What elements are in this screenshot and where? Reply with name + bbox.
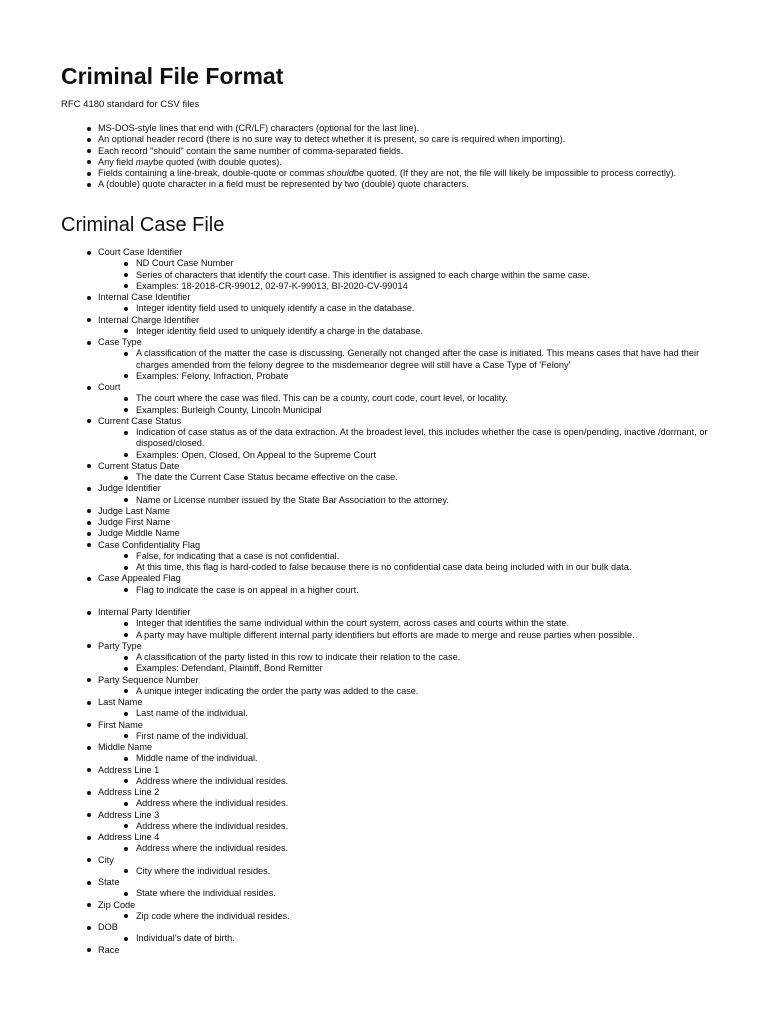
field-note: Examples: Burleigh County, Lincoln Municipal xyxy=(136,405,708,416)
field-name: Address Line 3 xyxy=(98,809,160,820)
field-name: Case Appealed Flag xyxy=(98,573,181,584)
rule-text: Fields containing a line-break, double-quote or commas xyxy=(98,168,327,178)
field-item xyxy=(98,810,708,833)
field-item xyxy=(98,765,708,788)
field-name: Judge Identifier xyxy=(98,483,161,494)
field-item xyxy=(98,506,708,517)
field-name: Court xyxy=(98,382,121,392)
field-item xyxy=(98,641,708,675)
field-item xyxy=(98,922,708,945)
field-note: Address where the individual resides. xyxy=(136,843,708,854)
field-note: A party may have multiple different internal party identifiers but efforts are made to merge and reuse parties when possible. xyxy=(136,630,708,641)
field-name: Race xyxy=(98,944,120,955)
field-notes-list xyxy=(98,731,708,742)
field-note: First name of the individual. xyxy=(136,731,708,742)
field-item xyxy=(98,461,708,484)
field-item xyxy=(98,720,708,743)
field-note: Integer that identifies the same individual within the court system, across cases and courts within the state. xyxy=(136,618,708,629)
field-item xyxy=(98,877,708,900)
rfc-rule-item xyxy=(98,168,708,179)
field-name: City xyxy=(98,854,114,865)
field-note: At this time, this flag is hard-coded to false because there is no confidential case data being included with in our bulk data. xyxy=(136,562,708,573)
field-name: Case Confidentiality Flag xyxy=(98,539,201,550)
field-note: Examples: Defendant, Plaintiff, Bond Remitter xyxy=(136,663,708,674)
field-item xyxy=(98,787,708,810)
field-item xyxy=(98,900,708,923)
field-name: First Name xyxy=(98,719,143,730)
field-note: Address where the individual resides. xyxy=(136,776,708,787)
field-name: Party Type xyxy=(98,640,142,651)
field-item xyxy=(98,315,708,338)
field-item xyxy=(98,528,708,539)
field-name: Party Sequence Number xyxy=(98,674,199,685)
field-note: Address where the individual resides. xyxy=(136,798,708,809)
field-name: State xyxy=(98,877,120,887)
field-notes-list xyxy=(98,303,708,314)
field-notes-list xyxy=(98,393,708,416)
field-notes-list xyxy=(98,888,708,899)
field-item xyxy=(98,292,708,315)
field-name: Middle Name xyxy=(98,742,153,752)
field-item xyxy=(98,382,708,416)
field-note: Name or License number issued by the State Bar Association to the attorney. xyxy=(136,495,708,506)
field-item xyxy=(98,945,708,956)
field-name: Last Name xyxy=(98,697,143,707)
field-notes-list xyxy=(98,933,708,944)
field-notes-list xyxy=(98,708,708,719)
field-note: Flag to indicate the case is on appeal in a higher court. xyxy=(136,585,708,596)
field-notes-list xyxy=(98,326,708,337)
field-item xyxy=(98,832,708,855)
field-notes-list xyxy=(98,911,708,922)
field-notes-list xyxy=(98,348,708,382)
field-note: City where the individual resides. xyxy=(136,866,708,877)
rfc-rule-item: Each record "should" contain the same number of comma-separated fields. xyxy=(98,146,708,157)
field-notes-list xyxy=(98,258,708,292)
field-note: False, for indicating that a case is not confidential. xyxy=(136,551,708,562)
field-note: ND Court Case Number xyxy=(136,258,708,269)
field-item xyxy=(98,517,708,528)
field-note: Last name of the individual. xyxy=(136,708,708,719)
field-item xyxy=(98,337,708,382)
section-title: Criminal Case File xyxy=(61,214,225,236)
field-note: State where the individual resides. xyxy=(136,888,708,899)
field-item xyxy=(98,416,708,461)
rfc-rule-item: A (double) quote character in a field must be represented by two (double) quote characters. xyxy=(98,179,708,190)
field-note: Integer identity field used to uniquely identify a charge in the database. xyxy=(136,326,708,337)
field-notes-list xyxy=(98,866,708,877)
field-name: Case Type xyxy=(98,337,142,347)
field-note: A unique integer indicating the order the party was added to the case. xyxy=(136,686,708,697)
rule-emphasis: may xyxy=(135,156,154,167)
field-name: Address Line 1 xyxy=(98,764,160,775)
rule-text: Any field xyxy=(98,156,136,167)
field-name: Internal Party Identifier xyxy=(98,607,191,617)
field-name: Internal Case Identifier xyxy=(98,292,191,302)
field-name: Judge Last Name xyxy=(98,505,171,516)
rfc-rule-item: MS-DOS-style lines that end with (CR/LF) characters (optional for the last line). xyxy=(98,123,708,134)
field-note: A classification of the matter the case is discussing. Generally not changed after the case is initiated. This means cases that have had their charges amended from the felony degree to the misdemeanor degree will still have a Case Type of 'Felony' xyxy=(136,348,708,371)
field-notes-list xyxy=(98,495,708,506)
field-notes-list xyxy=(98,585,708,596)
field-notes-list xyxy=(98,753,708,764)
field-name: Internal Charge Identifier xyxy=(98,314,200,325)
rfc-rule-item xyxy=(98,157,708,168)
field-notes-list xyxy=(98,843,708,854)
field-item xyxy=(98,697,708,720)
page-title: Criminal File Format xyxy=(61,63,284,89)
field-item xyxy=(98,483,708,506)
field-name: Address Line 2 xyxy=(98,787,160,797)
field-item xyxy=(98,573,708,596)
field-name: Zip Code xyxy=(98,899,136,910)
field-item xyxy=(98,607,708,641)
field-note: Examples: Felony, Infraction, Probate xyxy=(136,371,708,382)
field-notes-list xyxy=(98,798,708,809)
field-note: Examples: 18-2018-CR-99012, 02-97-K-99013, BI-2020-CV-99014 xyxy=(136,281,708,292)
field-note: Address where the individual resides. xyxy=(136,821,708,832)
field-note: Indication of case status as of the data extraction. At the broadest level, this includes whether the case is open/pending, inactive /dormant, or disposed/closed. xyxy=(136,427,708,449)
field-note: Examples: Open, Closed, On Appeal to the Supreme Court xyxy=(136,450,708,461)
field-item xyxy=(98,742,708,765)
field-notes-list xyxy=(98,472,708,483)
field-note: Zip code where the individual resides. xyxy=(136,911,708,922)
field-notes-list xyxy=(98,821,708,832)
field-note: The court where the case was filed. This can be a county, court code, court level, or locality. xyxy=(136,393,708,404)
field-name: Judge First Name xyxy=(98,517,171,527)
field-name: Court Case Identifier xyxy=(98,247,183,257)
rule-text: be quoted. (If they are not, the file will likely be impossible to process correctly). xyxy=(353,168,677,178)
field-name: Current Case Status xyxy=(98,415,182,426)
field-note: A classification of the party listed in this row to indicate their relation to the case. xyxy=(136,652,708,663)
field-definitions-list xyxy=(98,247,708,956)
field-item xyxy=(98,540,708,574)
rule-emphasis: should xyxy=(326,168,354,178)
field-note: Individual's date of birth. xyxy=(136,933,708,944)
field-item xyxy=(98,675,708,698)
field-notes-list xyxy=(98,427,708,461)
field-name: DOB xyxy=(98,922,118,932)
field-notes-list xyxy=(98,551,708,574)
field-notes-list xyxy=(98,776,708,787)
page-subtitle: RFC 4180 standard for CSV files xyxy=(61,99,200,110)
field-name: Address Line 4 xyxy=(98,832,160,842)
field-notes-list xyxy=(98,618,708,641)
field-item xyxy=(98,855,708,878)
field-note: The date the Current Case Status became effective on the case. xyxy=(136,472,708,483)
field-item xyxy=(98,247,708,292)
rfc-rule-item: An optional header record (there is no sure way to detect whether it is present, so care is required when importing). xyxy=(98,134,708,145)
field-note: Middle name of the individual. xyxy=(136,753,708,764)
field-name: Current Status Date xyxy=(98,460,180,471)
field-name: Judge Middle Name xyxy=(98,528,180,539)
field-note: Integer identity field used to uniquely identify a case in the database. xyxy=(136,303,708,314)
field-note: Series of characters that identify the court case. This identifier is assigned to each charge within the same case. xyxy=(136,270,708,281)
field-notes-list xyxy=(98,652,708,675)
field-notes-list xyxy=(98,686,708,697)
rule-text: be quoted (with double quotes). xyxy=(153,156,282,167)
rfc-rules-list xyxy=(98,123,708,191)
